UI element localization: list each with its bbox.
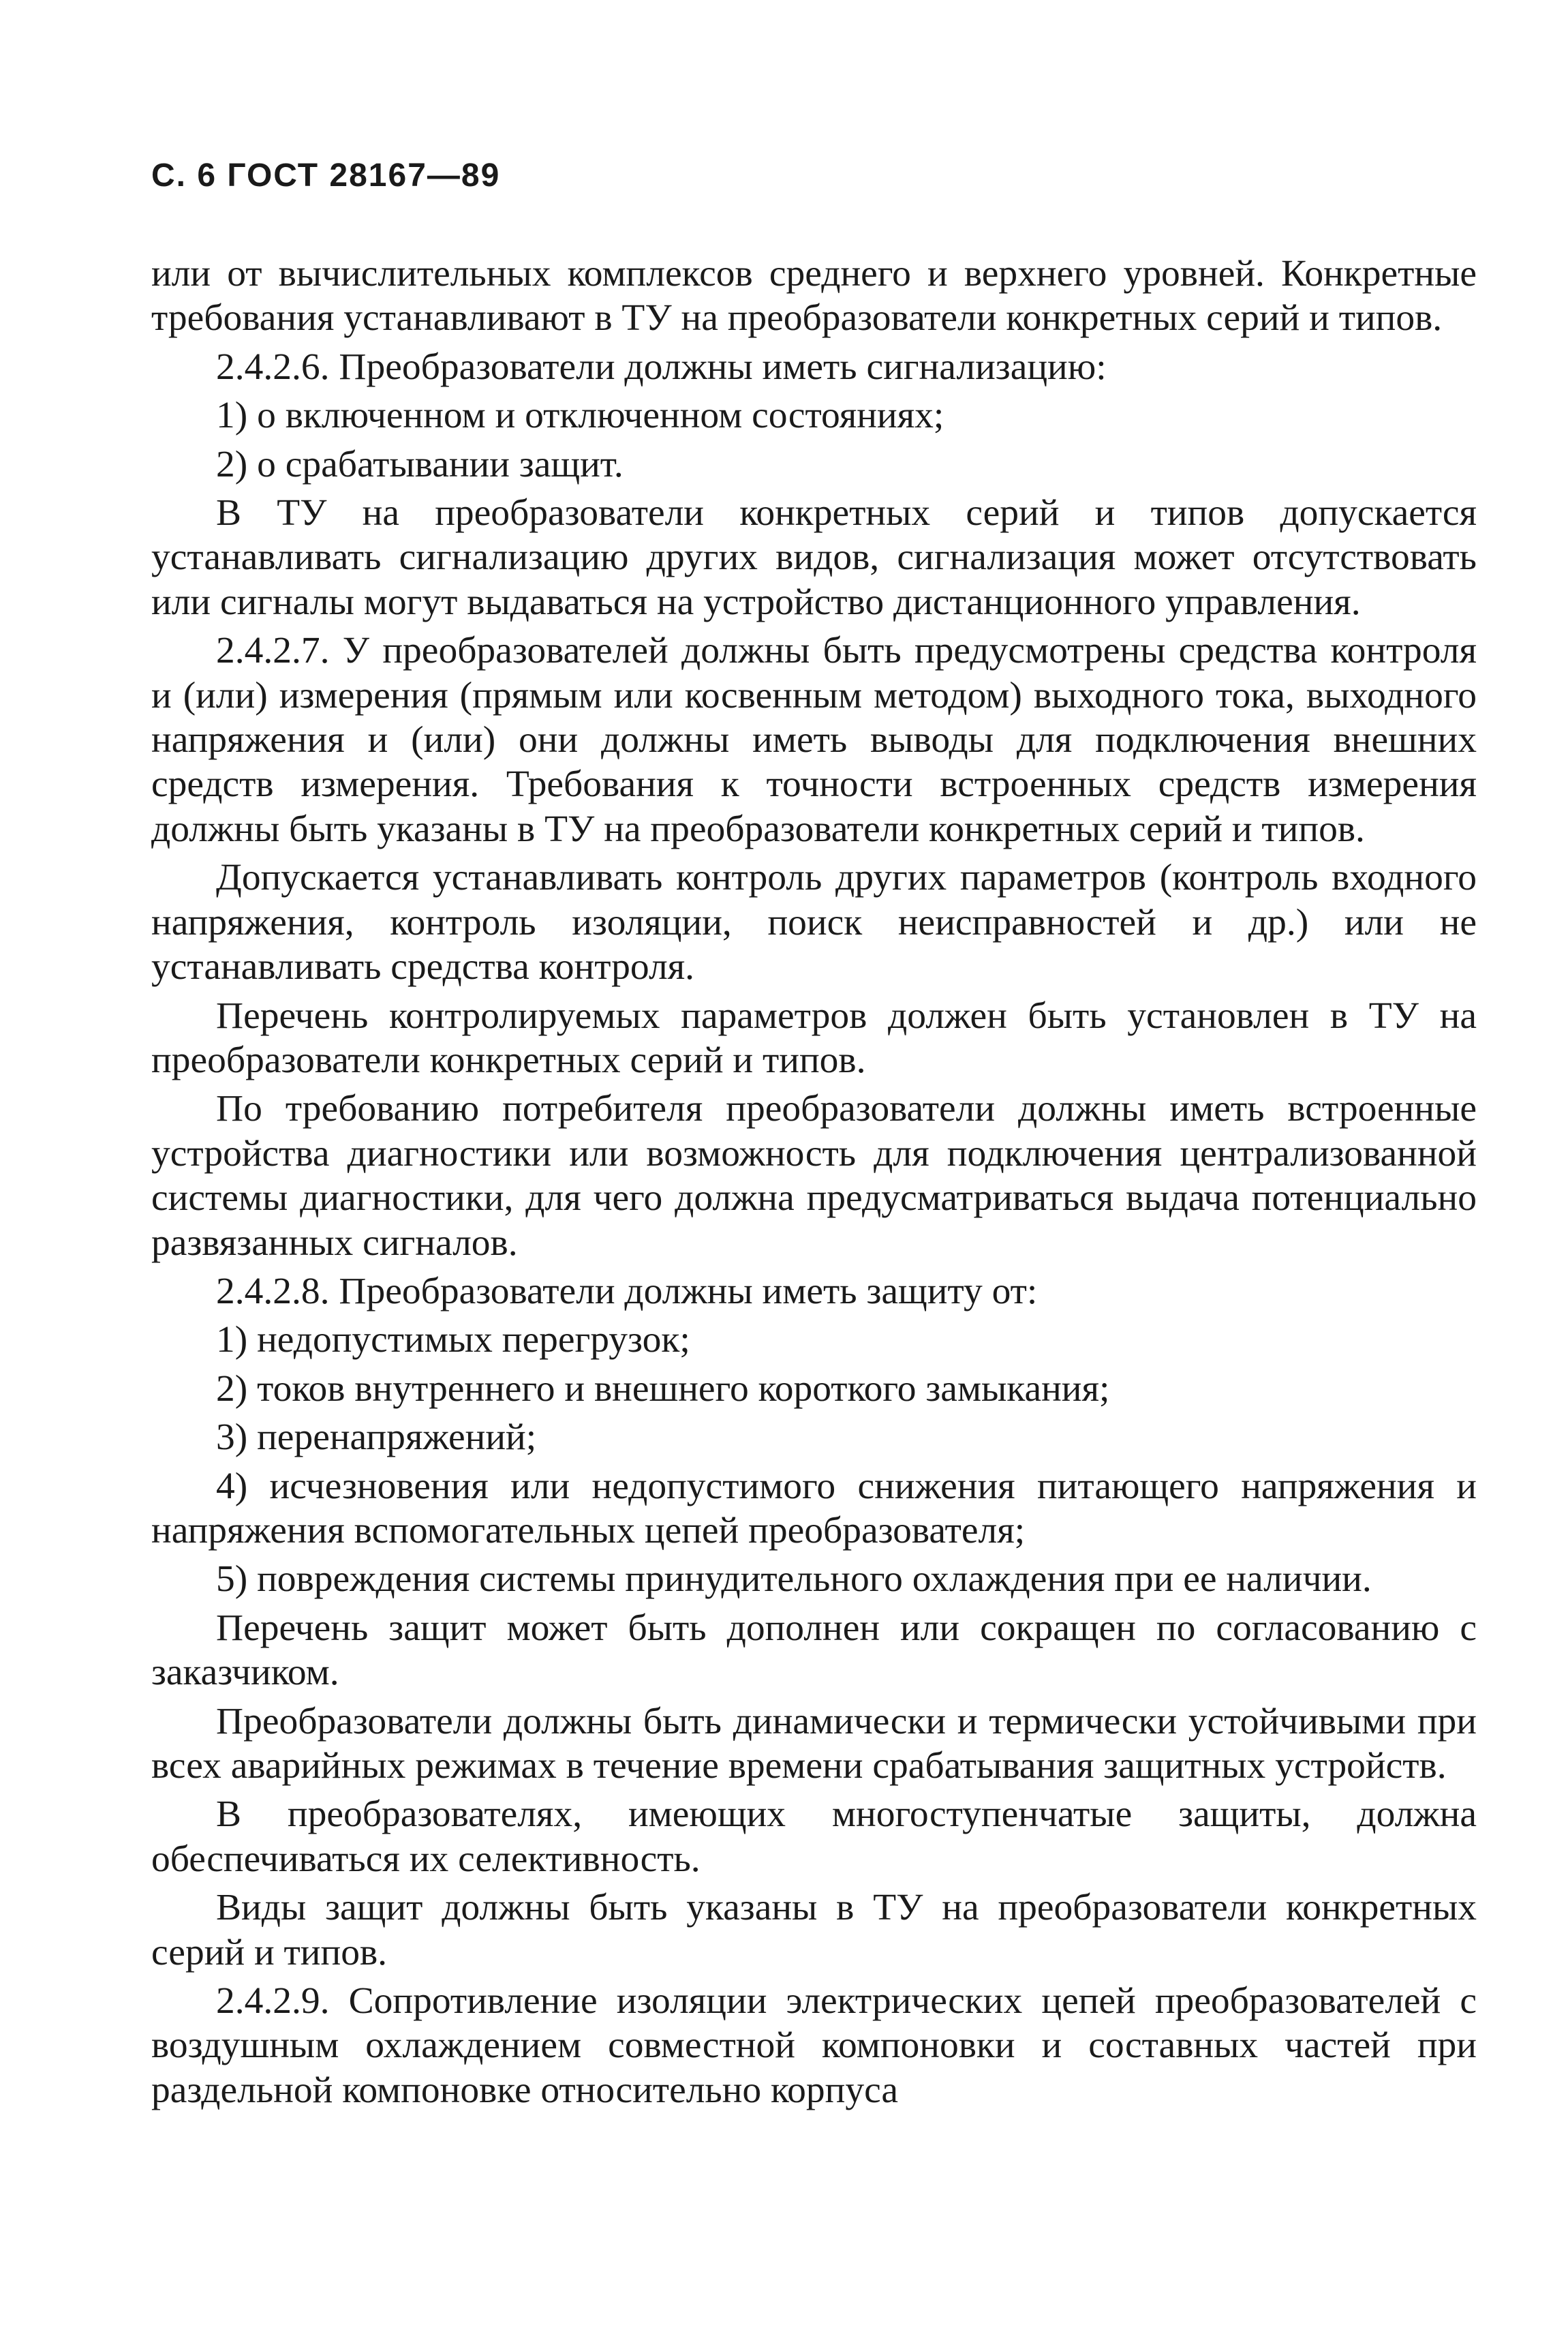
paragraph: 2.4.2.7. У преобразователей должны быть предусмотрены средства контроля и (или) измерения (прямым или косвенным методом) выходного тока, выходного напряжения и (или) они должны иметь выводы для подключения внешних средств измерения. Требования к точности встроенных средств измерения должны быть указаны в ТУ на преобразователи конкретных серий и типов.	[151, 630, 1477, 850]
paragraph: В преобразователях, имеющих многоступенчатые защиты, должна обеспечиваться их селективность.	[151, 1793, 1477, 1880]
paragraph: 2.4.2.8. Преобразователи должны иметь защиту от:	[216, 1270, 1038, 1312]
document-page	[151, 157, 1477, 2117]
list-item: 4) исчезновения или недопустимого снижения питающего напряжения и напряжения вспомогательных цепей преобразователя;	[151, 1465, 1477, 1551]
paragraph: Перечень защит может быть дополнен или сокращен по согласованию с заказчиком.	[151, 1607, 1477, 1694]
list-item: 1) о включенном и отключенном состояниях;	[216, 395, 944, 437]
list-item: 5) повреждения системы принудительного охлаждения при ее наличии.	[216, 1558, 1372, 1601]
list-item: 2) токов внутреннего и внешнего короткого замыкания;	[216, 1367, 1110, 1410]
paragraph: Перечень контролируемых параметров должен быть установлен в ТУ на преобразователи конкретных серий и типов.	[151, 995, 1477, 1081]
list-item: 3) перенапряжений;	[216, 1416, 537, 1459]
paragraph: Виды защит должны быть указаны в ТУ на преобразователи конкретных серий и типов.	[151, 1887, 1477, 1973]
paragraph: По требованию потребителя преобразователи должны иметь встроенные устройства диагностики или возможность для подключения централизованной системы диагностики, для чего должна предусматриваться выдача потенциально развязанных сигналов.	[151, 1088, 1477, 1264]
list-item: 2) о срабатывании защит.	[216, 443, 624, 485]
paragraph: 2.4.2.6. Преобразователи должны иметь сигнализацию:	[216, 346, 1107, 388]
paragraph: В ТУ на преобразователи конкретных серий и типов допускается устанавливать сигнализацию других видов, сигнализация может отсутствовать или сигналы могут выдаваться на устройство дистанционного управления.	[151, 492, 1477, 623]
document-body	[151, 252, 1477, 2112]
paragraph: 2.4.2.9. Сопротивление изоляции электрических цепей преобразователей с воздушным охлаждением совместной компоновки и составных частей при раздельной компоновке относительно корпуса	[151, 1980, 1477, 2111]
paragraph: Допускается устанавливать контроль других параметров (контроль входного напряжения, контроль изоляции, поиск неисправностей и др.) или не устанавливать средства контроля.	[151, 857, 1477, 988]
list-item: 1) недопустимых перегрузок;	[216, 1319, 690, 1361]
paragraph: или от вычислительных комплексов среднего и верхнего уровней. Конкретные требования устанавливают в ТУ на преобразователи конкретных серий и типов.	[151, 253, 1477, 339]
paragraph: Преобразователи должны быть динамически и термически устойчивыми при всех аварийных режимах в течение времени срабатывания защитных устройств.	[151, 1700, 1477, 1787]
page-header: С. 6 ГОСТ 28167—89	[151, 157, 501, 194]
